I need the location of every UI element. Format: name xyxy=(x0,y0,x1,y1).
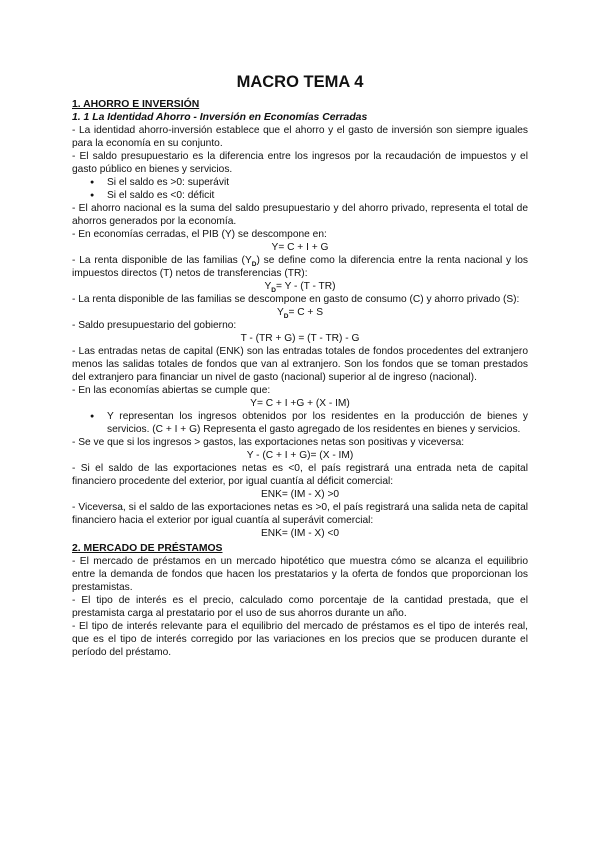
bullet-item: ● Si el saldo es >0: superávit xyxy=(72,176,528,189)
paragraph: - Las entradas netas de capital (ENK) son las entradas totales de fondos procedentes del extranjero menos las salidas totales de fondos que van al extranjero. Son los fondos que se toman prestados del extranjero para financiar un nivel de gasto (nacional) superior al de ingreso (nacional). xyxy=(72,346,528,383)
paragraph: - La identidad ahorro-inversión establece que el ahorro y el gasto de inversión son siempre iguales para la economía en su conjunto. xyxy=(72,125,528,149)
equation: T - (TR + G) = (T - TR) - G xyxy=(240,333,360,344)
section-heading-mercado-prestamos: 2. MERCADO DE PRÉSTAMOS xyxy=(72,543,223,554)
equation xyxy=(72,306,528,319)
paragraph: - Saldo presupuestario del gobierno: xyxy=(72,320,237,331)
bullet-item: ● Si el saldo es <0: déficit xyxy=(72,189,528,202)
equation: ENK= (IM - X) >0 xyxy=(260,489,340,500)
section-heading-ahorro-inversion: 1. AHORRO E INVERSIÓN xyxy=(72,99,200,110)
bullet-list xyxy=(72,410,528,436)
text-run: Y xyxy=(264,281,272,292)
bullet-list xyxy=(72,176,528,202)
bullet-item: ● Y representan los ingresos obtenidos por los residentes en la producción de bienes y servicios. (C + I + G) Representa el gasto agregado de los residentes en bienes y servicios. xyxy=(72,410,528,436)
paragraph: - El tipo de interés es el precio, calculado como porcentaje de la cantidad prestada, que el prestamista carga al prestatario por el uso de sus ahorros durante un año. xyxy=(72,595,528,619)
paragraph xyxy=(72,254,528,280)
text-run: = Y - (T - TR) xyxy=(275,281,336,292)
paragraph: - En las economías abiertas se cumple que: xyxy=(72,385,271,396)
paragraph: - La renta disponible de las familias se descompone en gasto de consumo (C) y ahorro privado (S): xyxy=(72,294,520,305)
paragraph: - En economías cerradas, el PIB (Y) se descompone en: xyxy=(72,229,327,240)
document-title: MACRO TEMA 4 xyxy=(236,73,364,91)
equation xyxy=(72,280,528,293)
text-run: ) se define como la diferencia entre la renta nacional y los impuestos directos (T) netos de transferencias (TR): xyxy=(72,255,528,279)
paragraph: - El tipo de interés relevante para el equilibrio del mercado de préstamos es el tipo de interés real, que es el tipo de interés corregido por las variaciones en los precios que se producen durante el período del préstamo. xyxy=(72,621,528,658)
text-run: - La renta disponible de las familias (Y xyxy=(72,255,252,266)
paragraph: - Si el saldo de las exportaciones netas es <0, el país registrará una entrada neta de capital financiero procedente del exterior, por igual cuantía al déficit comercial: xyxy=(72,463,528,487)
equation: ENK= (IM - X) <0 xyxy=(260,528,340,539)
subscript: D xyxy=(283,313,289,321)
equation: Y= C + I +G + (X - IM) xyxy=(250,398,350,409)
paragraph: - El ahorro nacional es la suma del saldo presupuestario y del ahorro privado, representa el total de ahorros generados por la economía. xyxy=(72,203,528,227)
equation: Y - (C + I + G)= (X - IM) xyxy=(246,450,354,461)
subscript: D xyxy=(271,287,276,295)
text-run: = C + S xyxy=(288,307,324,318)
paragraph: - El saldo presupuestario es la diferencia entre los ingresos por la recaudación de impuestos y el gasto público en bienes y servicios. xyxy=(72,151,528,175)
paragraph: - Se ve que si los ingresos > gastos, las exportaciones netas son positivas y viceversa: xyxy=(72,437,465,448)
document-page xyxy=(72,70,528,659)
paragraph: - El mercado de préstamos en un mercado hipotético que muestra cómo se alcanza el equilibrio entre la demanda de fondos que hacen los prestatarios y la oferta de fondos que proporcionan los prestamistas. xyxy=(72,556,528,593)
equation: Y= C + I + G xyxy=(271,242,329,253)
paragraph: - Viceversa, si el saldo de las exportaciones netas es >0, el país registrará una salida neta de capital financiero hacia el exterior por igual cuantía al superávit comercial: xyxy=(72,502,528,526)
subsection-heading-identidad: 1. 1 La Identidad Ahorro - Inversión en Economías Cerradas xyxy=(72,112,368,123)
subscript: D xyxy=(251,261,257,269)
text-run: Y xyxy=(276,307,284,318)
